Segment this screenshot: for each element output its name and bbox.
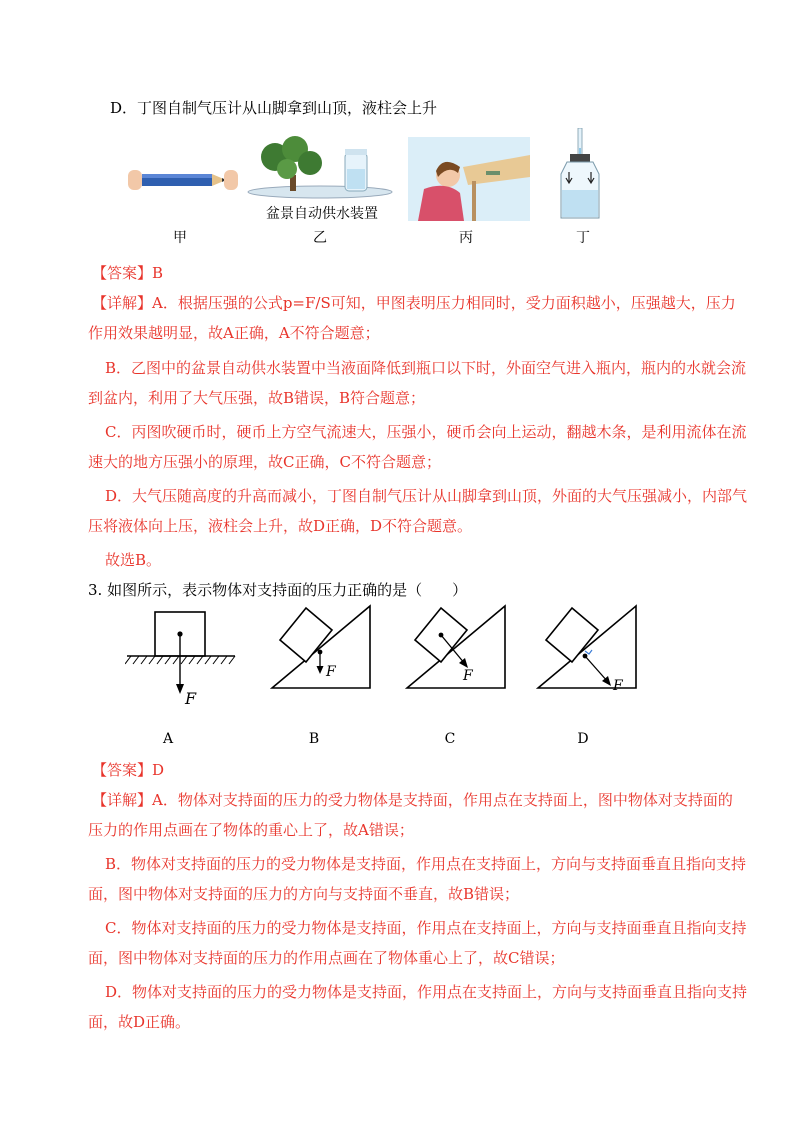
q3-stem: 3. 如图所示，表示物体对支持面的压力正确的是（ ） bbox=[88, 581, 468, 599]
option-label-a: A bbox=[162, 731, 174, 747]
q3-detail-line: D．物体对支持面的压力的受力物体是支持面，作用点在支持面上，方向与支持面垂直且指向支持 bbox=[105, 983, 748, 1001]
q2-detail-line: 速大的地方压强小的原理，故C正确，C不符合题意； bbox=[88, 453, 441, 471]
force-label-d: F bbox=[613, 678, 623, 694]
q2-detail-line: D．大气压随高度的升高而减小，丁图自制气压计从山脚拿到山顶，外面的大气压强减小，内部气 bbox=[105, 487, 748, 505]
figure-d bbox=[536, 600, 641, 695]
q2-answer: 【答案】B bbox=[92, 264, 164, 282]
figure-a bbox=[125, 610, 240, 710]
barometer-bottle-figure bbox=[555, 128, 605, 223]
option-label-d: D bbox=[577, 731, 589, 747]
figure-b bbox=[270, 600, 375, 695]
q2-conclusion: 故选B。 bbox=[105, 551, 162, 569]
pencil-figure bbox=[128, 160, 238, 200]
q2-detail-line: C．丙图吹硬币时，硬币上方空气流速大，压强小，硬币会向上运动，翻越木条，是利用流体在流 bbox=[105, 423, 747, 441]
option-label-b: B bbox=[308, 731, 320, 747]
q3-detail-line: 压力的作用点画在了物体的重心上了，故A错误； bbox=[88, 821, 414, 839]
fig-label-yi: 乙 bbox=[313, 230, 327, 246]
q2-detail-line: 压将液体向上压，液柱会上升，故D正确，D不符合题意。 bbox=[88, 517, 473, 535]
q3-detail-line: B．物体对支持面的压力的受力物体是支持面，作用点在支持面上，方向与支持面垂直且指向支持 bbox=[105, 855, 747, 873]
option-label-c: C bbox=[444, 731, 456, 747]
coin-blow-figure bbox=[408, 137, 530, 221]
fig-label-jia: 甲 bbox=[173, 230, 187, 246]
force-label-c: F bbox=[463, 668, 473, 684]
q3-detail-line: 面，图中物体对支持面的压力的作用点画在了物体重心上了，故C错误； bbox=[88, 949, 565, 967]
q3-detail-line: 面，故D正确。 bbox=[88, 1013, 191, 1031]
q2-detail-line: 作用效果越明显，故A正确，A不符合题意； bbox=[88, 324, 380, 342]
q3-detail-line: C．物体对支持面的压力的受力物体是支持面，作用点在支持面上，方向与支持面垂直且指向支持 bbox=[105, 919, 747, 937]
q2-detail-line: 【详解】A．根据压强的公式p=F/S可知，甲图表明压力相同时，受力面积越小，压强越大，压力 bbox=[92, 294, 736, 312]
fig-yi-caption: 盆景自动供水装置 bbox=[266, 206, 378, 222]
figure-c bbox=[405, 600, 510, 695]
fig-label-ding: 丁 bbox=[576, 230, 590, 246]
q3-answer: 【答案】D bbox=[92, 761, 165, 779]
force-label-b: F bbox=[326, 664, 336, 680]
q3-detail-line: 面，图中物体对支持面的压力的方向与支持面不垂直，故B错误； bbox=[88, 885, 520, 903]
fig-label-bing: 丙 bbox=[459, 230, 473, 246]
force-label-a: F bbox=[185, 689, 197, 708]
q2-detail-line: B．乙图中的盆景自动供水装置中当液面降低到瓶口以下时，外面空气进入瓶内，瓶内的水就会流 bbox=[105, 359, 747, 377]
bonsai-water-figure bbox=[245, 135, 400, 223]
q2-detail-line: 到盆内，利用了大气压强，故B错误，B符合题意； bbox=[88, 389, 426, 407]
q3-detail-line: 【详解】A．物体对支持面的压力的受力物体是支持面，作用点在支持面上，图中物体对支持面的 bbox=[92, 791, 733, 809]
q2-option-d: D．丁图自制气压计从山脚拿到山顶，液柱会上升 bbox=[110, 99, 438, 117]
